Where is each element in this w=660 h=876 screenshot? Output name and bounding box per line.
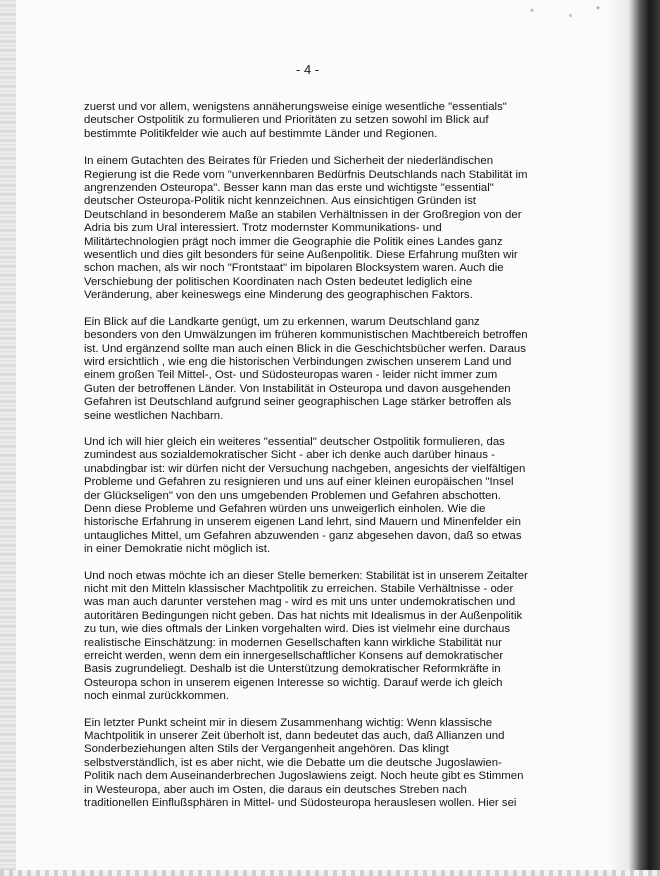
- scan-edge-bottom: [0, 870, 660, 876]
- scan-edge-left: [0, 0, 16, 876]
- scan-edge-right: [608, 0, 660, 876]
- document-body: [84, 101, 528, 824]
- paragraph-3: Ein Blick auf die Landkarte genügt, um zu erkennen, warum Deutschland ganz besonders von den Umwälzungen im früheren kommunistischen Machtbereich betroffen ist. Und ergänzend sollte man auch einen Blick in die Geschichtsbücher werfen. Daraus wird ersichtlich , wie eng die historischen Verbindungen zwischen unserem Land und einem großen Teil Mittel-, Ost- und Südosteuropas waren - leider nicht immer zum Guten der betroffenen Länder. Von Instabilität in Osteuropa und davon ausgehenden Gefahren ist Deutschland aufgrund seiner geographischen Lage stärker betroffen als seine westlichen Nachbarn.: [84, 315, 528, 422]
- scan-speckle: [510, 0, 620, 26]
- paragraph-5: Und noch etwas möchte ich an dieser Stelle bemerken: Stabilität ist in unserem Zeitalter nicht mit den Mitteln klassischer Machtpolitik zu erreichen. Stabile Verhältnisse - oder was man auch darunter verstehen mag - wird es mit uns unter undemokratischen und autoritären Bedingungen nicht geben. Das hat nichts mit Idealismus in der Außenpolitik zu tun, wie dies oftmals der Linken vorgehalten wird. Dies ist vielmehr eine durchaus realistische Einschätzung: in modernen Gesellschaften kann wirkliche Stabilität nur erreicht werden, wenn dem ein innergesellschaftlicher Konsens auf demokratischer Basis zugrundeliegt. Deshalb ist die Unterstützung demokratischer Reformkräfte in Osteuropa schon in unserem eigenen Interesse so wichtig. Darauf werde ich gleich noch einmal zurückkommen.: [84, 569, 528, 703]
- page-number: - 4 -: [296, 62, 320, 77]
- paragraph-4: Und ich will hier gleich ein weiteres "essential" deutscher Ostpolitik formulieren, das zumindest aus sozialdemokratischer Sicht - aber ich denke auch darüber hinaus - unabdingbar ist: wir dürfen nicht der Versuchung nachgeben, angesichts der vielfältigen Probleme und Gefahren zu resignieren und uns auf einer kleinen europäischen "Insel der Glückseligen" von den uns umgebenden Problemen und Gefahren abschotten. Denn diese Probleme und Gefahren würden uns unweigerlich einholen. Wie die historische Erfahrung in unserem eigenen Land lehrt, sind Mauern und Minenfelder ein untaugliches Mittel, um Gefahren abzuwenden - ganz abgesehen davon, daß so etwas in einer Demokratie nicht möglich ist.: [84, 435, 526, 556]
- paragraph-1: zuerst und vor allem, wenigstens annäherungsweise einige wesentliche "essentials" deutscher Ostpolitik zu formulieren und Prioritäten zu setzen sowohl im Blick auf bestimmte Politikfelder wie auch auf bestimmte Länder und Regionen.: [84, 101, 507, 140]
- paragraph-6: Ein letzter Punkt scheint mir in diesem Zusammenhang wichtig: Wenn klassische Machtpolitik in unserer Zeit überholt ist, dann bedeutet das auch, daß Allianzen und Sonderbeziehungen alten Stils der Vergangenheit angehören. Das klingt selbstverständlich, ist es aber nicht, wie die Debatte um die deutsche Jugoslawien-Politik nach dem Auseinanderbrechen Jugoslawiens zeigt. Noch heute gibt es Stimmen in Westeuropa, aber auch im Osten, die daraus ein deutsches Streben nach traditionellen Einflußsphären in Mittel- und Südosteuropa herauslesen wollen. Hier sei: [84, 716, 524, 810]
- paragraph-2: In einem Gutachten des Beirates für Frieden und Sicherheit der niederländischen Regierung ist die Rede vom "unverkennbaren Bedürfnis Deutschlands nach Stabilität im angrenzenden Osteuropa". Besser kann man das erste und wichtigste "essential" deutscher Osteuropa-Politik nicht kennzeichnen. Aus einsichtigen Gründen ist Deutschland in besonderem Maße an stabilen Verhältnissen in der Großregion von der Adria bis zum Ural interessiert. Trotz modernster Kommunikations- und Militärtechnologien prägt noch immer die Geographie die Politik eines Landes ganz wesentlich und dies gilt besonders für seine Außenpolitik. Diese Erfahrung mußten wir schon machen, als wir noch "Frontstaat" im bipolaren Blocksystem waren. Auch die Verschiebung der politischen Koordinaten nach Osten bedeutet lediglich eine Veränderung, aber keineswegs eine Minderung des geographischen Faktors.: [84, 155, 528, 302]
